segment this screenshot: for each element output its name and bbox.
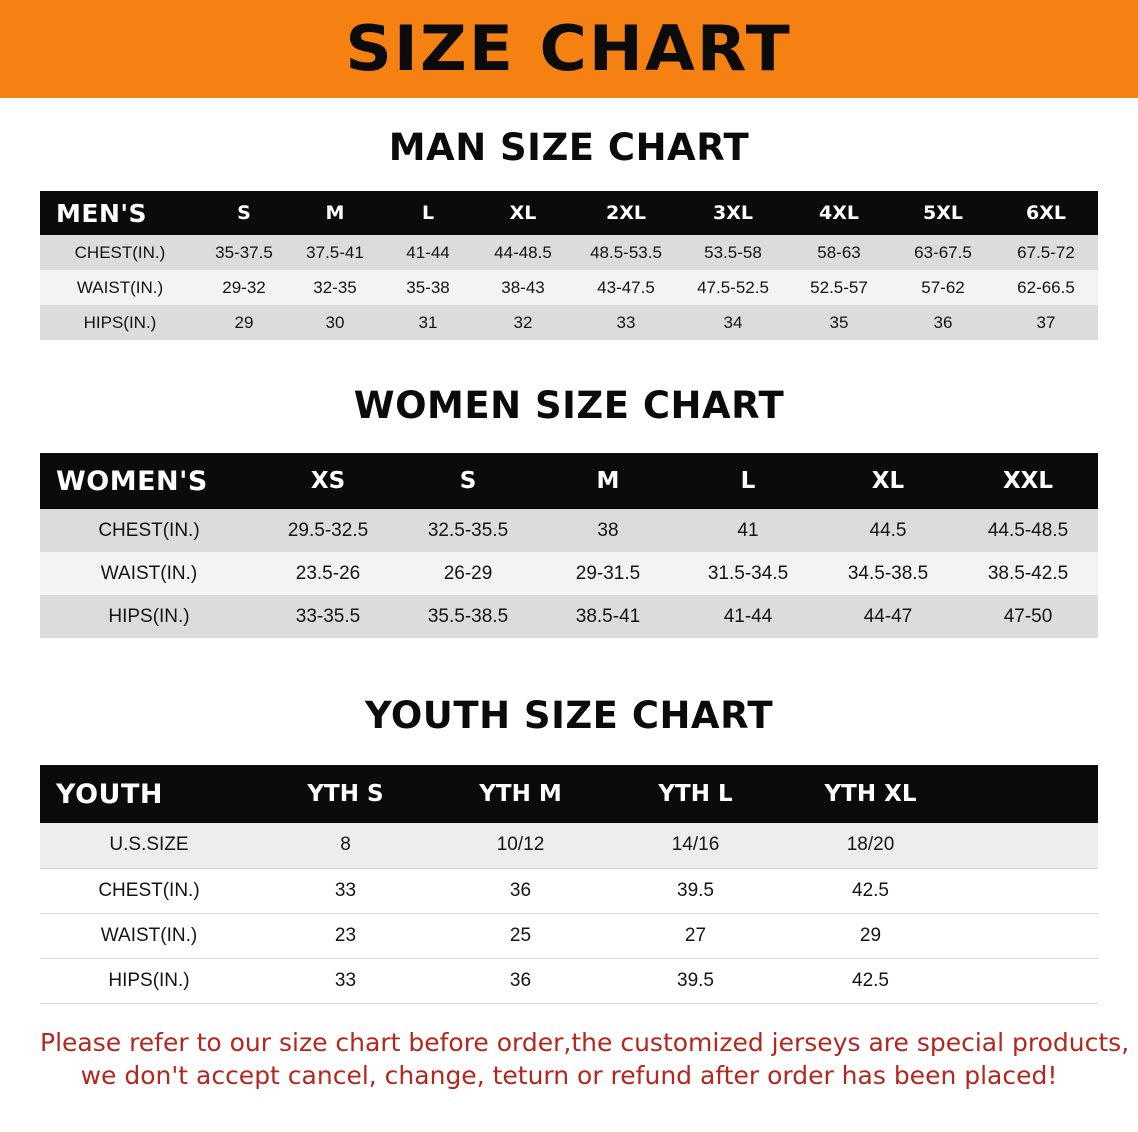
policy-note — [40, 1026, 1130, 1094]
women-table-body — [40, 509, 1098, 638]
women-cell: 29.5-32.5 — [258, 509, 398, 552]
men-col-header: 2XL — [572, 191, 680, 235]
women-cell: 44-47 — [818, 595, 958, 638]
youth-cell-spacer — [958, 823, 1098, 868]
women-cell: 29-31.5 — [538, 552, 678, 595]
youth-col-header: YTH XL — [783, 765, 958, 823]
men-corner-label: MEN'S — [40, 191, 200, 235]
youth-cell: 27 — [608, 913, 783, 958]
men-cell: 67.5-72 — [994, 235, 1098, 270]
men-cell: 34 — [680, 305, 786, 340]
women-cell: 38.5-41 — [538, 595, 678, 638]
men-cell: 36 — [892, 305, 994, 340]
page-title: SIZE CHART — [345, 12, 793, 85]
youth-cell-spacer — [958, 868, 1098, 913]
table-header-row — [40, 191, 1098, 235]
table-row — [40, 270, 1098, 305]
youth-cell: 33 — [258, 958, 433, 1003]
men-size-table — [40, 191, 1098, 340]
youth-col-header: YTH M — [433, 765, 608, 823]
youth-cell: 39.5 — [608, 958, 783, 1003]
youth-cell: 10/12 — [433, 823, 608, 868]
women-cell: 38.5-42.5 — [958, 552, 1098, 595]
women-table-container — [40, 453, 1098, 638]
men-col-header: L — [382, 191, 474, 235]
youth-cell: 42.5 — [783, 868, 958, 913]
women-corner-label: WOMEN'S — [40, 453, 258, 509]
men-cell: 38-43 — [474, 270, 572, 305]
women-cell: 32.5-35.5 — [398, 509, 538, 552]
men-cell: 29 — [200, 305, 288, 340]
table-row — [40, 823, 1098, 868]
men-cell: 35-37.5 — [200, 235, 288, 270]
men-col-header: 4XL — [786, 191, 892, 235]
men-cell: 63-67.5 — [892, 235, 994, 270]
men-cell: 41-44 — [382, 235, 474, 270]
men-cell: 47.5-52.5 — [680, 270, 786, 305]
women-col-header: XL — [818, 453, 958, 509]
women-col-header: XS — [258, 453, 398, 509]
men-table-body — [40, 235, 1098, 340]
youth-col-header: YTH L — [608, 765, 783, 823]
women-cell: 41-44 — [678, 595, 818, 638]
men-cell: 35-38 — [382, 270, 474, 305]
man-table-container — [40, 191, 1098, 340]
youth-size-table — [40, 765, 1098, 1004]
men-col-header: 5XL — [892, 191, 994, 235]
youth-cell: 8 — [258, 823, 433, 868]
women-cell: 35.5-38.5 — [398, 595, 538, 638]
youth-cell: 18/20 — [783, 823, 958, 868]
policy-note-line-2: we don't accept cancel, change, teturn or refund after order has been placed! — [80, 1061, 1058, 1091]
men-cell: 58-63 — [786, 235, 892, 270]
women-cell: 41 — [678, 509, 818, 552]
men-cell: 30 — [288, 305, 382, 340]
men-cell: 44-48.5 — [474, 235, 572, 270]
women-section-title: WOMEN SIZE CHART — [353, 384, 785, 427]
table-row — [40, 913, 1098, 958]
women-col-header: M — [538, 453, 678, 509]
women-table-header — [40, 453, 1098, 509]
men-row-label: CHEST(IN.) — [40, 235, 200, 270]
policy-note-line-1: Please refer to our size chart before order,the customized jerseys are special products, — [40, 1027, 1130, 1057]
men-cell: 29-32 — [200, 270, 288, 305]
men-cell: 32 — [474, 305, 572, 340]
women-cell: 34.5-38.5 — [818, 552, 958, 595]
youth-corner-label: YOUTH — [40, 765, 258, 823]
table-row — [40, 509, 1098, 552]
men-col-header: 6XL — [994, 191, 1098, 235]
men-cell: 37 — [994, 305, 1098, 340]
page-header-banner — [0, 0, 1138, 98]
women-col-header: XXL — [958, 453, 1098, 509]
youth-cell: 29 — [783, 913, 958, 958]
women-cell: 44.5-48.5 — [958, 509, 1098, 552]
youth-cell: 36 — [433, 958, 608, 1003]
table-header-row — [40, 765, 1098, 823]
table-header-row — [40, 453, 1098, 509]
women-row-label: WAIST(IN.) — [40, 552, 258, 595]
youth-table-header — [40, 765, 1098, 823]
women-col-header: S — [398, 453, 538, 509]
youth-table-container — [40, 765, 1098, 1004]
men-cell: 62-66.5 — [994, 270, 1098, 305]
men-cell: 43-47.5 — [572, 270, 680, 305]
women-cell: 38 — [538, 509, 678, 552]
youth-header-spacer — [958, 765, 1098, 823]
youth-cell: 14/16 — [608, 823, 783, 868]
women-cell: 26-29 — [398, 552, 538, 595]
table-row — [40, 595, 1098, 638]
youth-row-label: CHEST(IN.) — [40, 868, 258, 913]
men-cell: 31 — [382, 305, 474, 340]
youth-cell: 25 — [433, 913, 608, 958]
youth-cell: 33 — [258, 868, 433, 913]
men-cell: 52.5-57 — [786, 270, 892, 305]
women-cell: 31.5-34.5 — [678, 552, 818, 595]
men-row-label: WAIST(IN.) — [40, 270, 200, 305]
men-cell: 32-35 — [288, 270, 382, 305]
youth-section-title: YOUTH SIZE CHART — [364, 694, 774, 737]
youth-row-label: WAIST(IN.) — [40, 913, 258, 958]
table-row — [40, 235, 1098, 270]
men-col-header: M — [288, 191, 382, 235]
men-col-header: XL — [474, 191, 572, 235]
women-row-label: HIPS(IN.) — [40, 595, 258, 638]
women-cell: 44.5 — [818, 509, 958, 552]
men-col-header: 3XL — [680, 191, 786, 235]
youth-cell: 23 — [258, 913, 433, 958]
youth-cell: 39.5 — [608, 868, 783, 913]
men-col-header: S — [200, 191, 288, 235]
women-col-header: L — [678, 453, 818, 509]
men-cell: 57-62 — [892, 270, 994, 305]
table-row — [40, 305, 1098, 340]
youth-row-label: U.S.SIZE — [40, 823, 258, 868]
men-row-label: HIPS(IN.) — [40, 305, 200, 340]
table-row — [40, 552, 1098, 595]
youth-col-header: YTH S — [258, 765, 433, 823]
women-row-label: CHEST(IN.) — [40, 509, 258, 552]
women-cell: 47-50 — [958, 595, 1098, 638]
men-table-header — [40, 191, 1098, 235]
men-cell: 33 — [572, 305, 680, 340]
women-cell: 23.5-26 — [258, 552, 398, 595]
men-cell: 37.5-41 — [288, 235, 382, 270]
men-cell: 53.5-58 — [680, 235, 786, 270]
women-size-table — [40, 453, 1098, 638]
youth-cell: 42.5 — [783, 958, 958, 1003]
men-cell: 48.5-53.5 — [572, 235, 680, 270]
women-cell: 33-35.5 — [258, 595, 398, 638]
youth-row-label: HIPS(IN.) — [40, 958, 258, 1003]
table-row — [40, 868, 1098, 913]
youth-cell: 36 — [433, 868, 608, 913]
table-row — [40, 958, 1098, 1003]
youth-cell-spacer — [958, 913, 1098, 958]
youth-cell-spacer — [958, 958, 1098, 1003]
men-cell: 35 — [786, 305, 892, 340]
youth-table-body — [40, 823, 1098, 1003]
man-section-title: MAN SIZE CHART — [388, 126, 750, 169]
